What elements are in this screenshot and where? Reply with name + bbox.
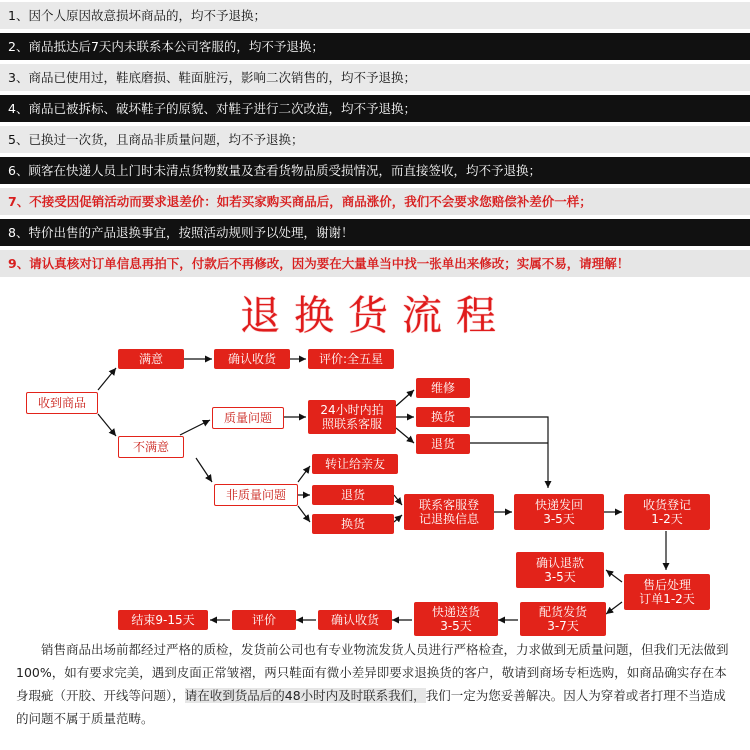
- node-dispatch: 配货发货 3-7天: [520, 602, 606, 636]
- note-highlight: 请在收到货品后的48小时内及时联系我们，: [184, 688, 426, 703]
- rule-row: 6、顾客在快递人员上门时未清点货物数量及查看货物品质受损情况，而直接签收，均不予退换；: [0, 157, 750, 184]
- node-evaluate: 评价: [232, 610, 296, 630]
- node-confirm-receipt: 确认收货: [214, 349, 290, 369]
- arrow: [394, 515, 402, 522]
- node-express-send: 快递送货 3-5天: [414, 602, 498, 636]
- arrow: [98, 414, 116, 436]
- node-end: 结束9-15天: [118, 610, 208, 630]
- node-return-nonquality: 退货: [312, 485, 394, 505]
- rule-row: 2、商品抵达后7天内未联系本公司客服的，均不予退换；: [0, 33, 750, 60]
- node-unsatisfied: 不满意: [118, 436, 184, 458]
- node-repair: 维修: [416, 378, 470, 398]
- rule-row: 8、特价出售的产品退换事宜，按照活动规则予以处理，谢谢！: [0, 219, 750, 246]
- arrow: [298, 506, 310, 522]
- rule-row: 7、不接受因促销活动而要求退差价：如若买家购买商品后，商品涨价，我们不会要求您赔偿补差价一样；: [0, 188, 750, 215]
- note-text: 销售商品出场前都经过严格的质检，发货前公司也有专业物流发货人员进行严格检查，力求做到无质量问题，但我们无法做到100%，如有要求完美，遇到皮面正常皱褶，两只鞋面有微小差异即要求退换货的客户，敬请到商场专柜选购，如商品确实存在本身瑕疵（开胶、开线等问题），: [16, 642, 729, 703]
- node-receive-register: 收货登记 1-2天: [624, 494, 710, 530]
- node-confirm-receipt-2: 确认收货: [318, 610, 392, 630]
- rule-row: 1、因个人原因故意损坏商品的，均不予退换；: [0, 2, 750, 29]
- arrow: [98, 368, 116, 390]
- arrow: [606, 602, 622, 614]
- node-quality-issue: 质量问题: [212, 407, 284, 429]
- arrow: [394, 495, 402, 505]
- node-ship-back: 快递发回 3-5天: [514, 494, 604, 530]
- node-transfer: 转让给亲友: [312, 454, 398, 474]
- node-receive: 收到商品: [26, 392, 98, 414]
- node-exchange-nonquality: 换货: [312, 514, 394, 534]
- return-flowchart: [0, 330, 750, 635]
- quality-note: [16, 638, 736, 730]
- node-contact-cs: 24小时内拍 照联系客服: [308, 400, 396, 434]
- node-rate-five: 评价:全五星: [308, 349, 394, 369]
- node-after-sales: 售后处理 订单1-2天: [624, 574, 710, 610]
- rule-row: 5、已换过一次货，且商品非质量问题，均不予退换；: [0, 126, 750, 153]
- node-refund-confirm: 确认退款 3-5天: [516, 552, 604, 588]
- arrow: [180, 420, 210, 435]
- node-non-quality: 非质量问题: [214, 484, 298, 506]
- rule-row: 9、请认真核对订单信息再拍下，付款后不再修改，因为要在大量单当中找一张单出来修改；实属不易，请理解！: [0, 250, 750, 277]
- node-return-quality: 退货: [416, 434, 470, 454]
- node-exchange-quality: 换货: [416, 407, 470, 427]
- flow-title: 退换货流程: [240, 293, 510, 339]
- note-text-end: 我们一定为您妥善解决。因人为穿着或者打理不当造成的问题不属于质量范畴。: [16, 688, 726, 726]
- arrow: [396, 390, 414, 406]
- rule-row: 4、商品已被拆标、破坏鞋子的原貌、对鞋子进行二次改造，均不予退换；: [0, 95, 750, 122]
- arrow: [196, 458, 212, 482]
- arrow: [396, 428, 414, 443]
- policy-rules: [0, 2, 750, 277]
- arrow: [470, 417, 548, 488]
- arrow: [298, 466, 310, 482]
- rule-row: 3、商品已使用过，鞋底磨损、鞋面脏污，影响二次销售的，均不予退换；: [0, 64, 750, 91]
- node-register-info: 联系客服登 记退换信息: [404, 494, 494, 530]
- node-satisfied: 满意: [118, 349, 184, 369]
- arrow: [606, 570, 622, 582]
